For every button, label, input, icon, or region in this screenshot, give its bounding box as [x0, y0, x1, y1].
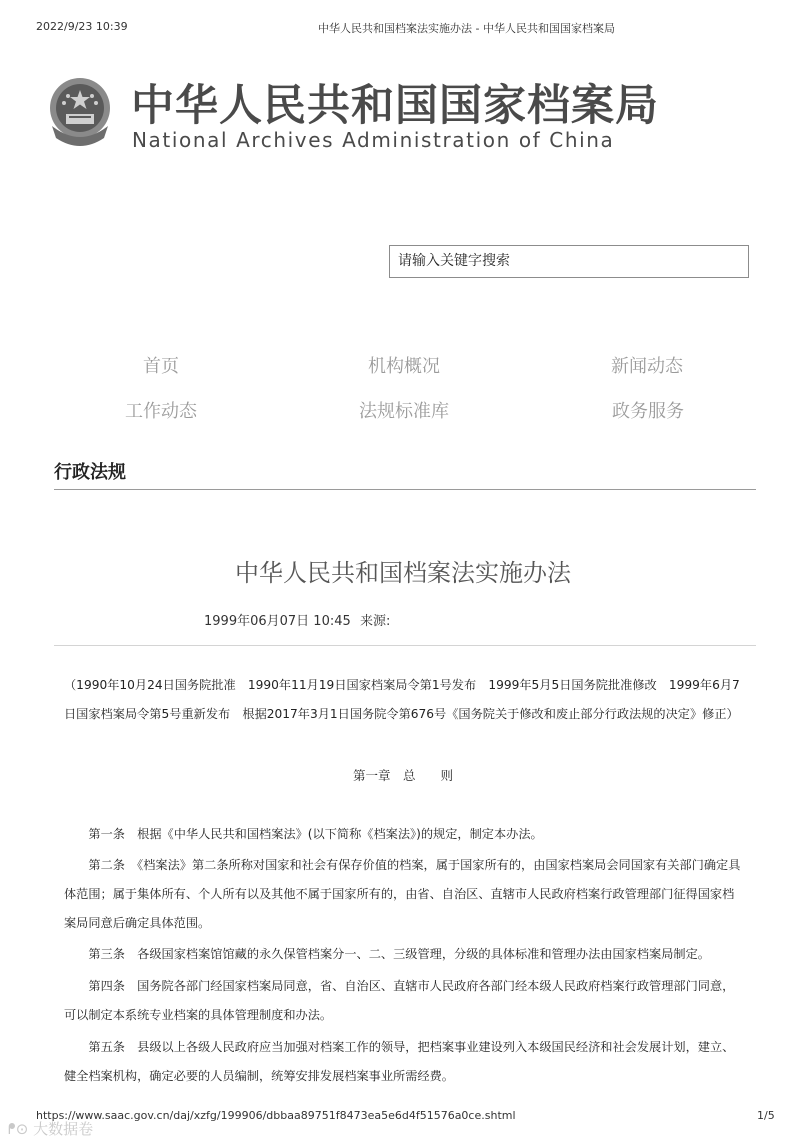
article-paragraph-5: 第五条 县级以上各级人民政府应当加强对档案工作的领导，把档案事业建设列入本级国民经济和社会发展计划，建立、健全档案机构，确定必要的人员编制，统筹安排发展档案事业所需经费。: [64, 1040, 735, 1083]
logo-english-name[interactable]: National Archives Administration of China: [132, 128, 615, 152]
nav-news[interactable]: 新闻动态: [611, 356, 683, 377]
nav-about[interactable]: 机构概况: [368, 356, 440, 377]
section-divider: [54, 489, 756, 490]
print-page-title: 中华人民共和国档案法实施办法 - 中华人民共和国国家档案局: [318, 22, 615, 35]
article-date: 1999年06月07日 10:45: [204, 614, 351, 629]
watermark-logo-icon: ᖰ⊙: [8, 1120, 34, 1138]
print-page-number: 1/5: [757, 1109, 775, 1122]
watermark: [8, 1118, 93, 1139]
nav-home[interactable]: 首页: [143, 356, 179, 377]
article-paragraph-1: 第一条 根据《中华人民共和国档案法》(以下简称《档案法》)的规定，制定本办法。: [88, 827, 543, 841]
nav-regulations[interactable]: 法规标准库: [359, 401, 449, 422]
chapter-heading: 第一章 总 则: [352, 768, 453, 783]
national-emblem-icon[interactable]: [44, 76, 116, 150]
article-paragraph-3: 第三条 各级国家档案馆馆藏的永久保管档案分一、二、三级管理，分级的具体标准和管理办法由国家档案局制定。: [88, 947, 710, 961]
watermark-text: 大数据卷: [33, 1120, 94, 1138]
logo-chinese-name[interactable]: 中华人民共和国国家档案局: [131, 81, 659, 131]
article-preface: （1990年10月24日国务院批准 1990年11月19日国家档案局令第1号发布 1999年5月5日国务院批准修改 1999年6月7日国家档案局令第5号重新发布 根据2017年3月1日国务院令第676号《国务院关于修改和废止部分行政法规的决定》修正）: [64, 678, 740, 721]
article-divider: [54, 645, 756, 646]
article-source-label: 来源:: [360, 614, 391, 629]
section-title: 行政法规: [54, 462, 126, 483]
print-url: https://www.saac.gov.cn/daj/xzfg/199906/dbbaa89751f8473ea5e6d4f51576a0ce.shtml: [36, 1109, 516, 1122]
article-paragraph-4: 第四条 国务院各部门经国家档案局同意，省、自治区、直辖市人民政府各部门经本级人民政府档案行政管理部门同意，可以制定本系统专业档案的具体管理制度和办法。: [64, 979, 735, 1022]
article-title: 中华人民共和国档案法实施办法: [235, 559, 571, 587]
nav-work-updates[interactable]: 工作动态: [125, 401, 197, 422]
nav-government-services[interactable]: 政务服务: [612, 401, 684, 422]
print-datetime: 2022/9/23 10:39: [36, 20, 128, 33]
search-input[interactable]: 请输入关键字搜索: [389, 245, 749, 278]
article-paragraph-2: 第二条 《档案法》第二条所称对国家和社会有保存价值的档案，属于国家所有的，由国家档案局会同国家有关部门确定具体范围；属于集体所有、个人所有以及其他不属于国家所有的，由省、自治区、直辖市人民政府档案行政管理部门征得国家档案局同意后确定具体范围。: [64, 858, 741, 930]
